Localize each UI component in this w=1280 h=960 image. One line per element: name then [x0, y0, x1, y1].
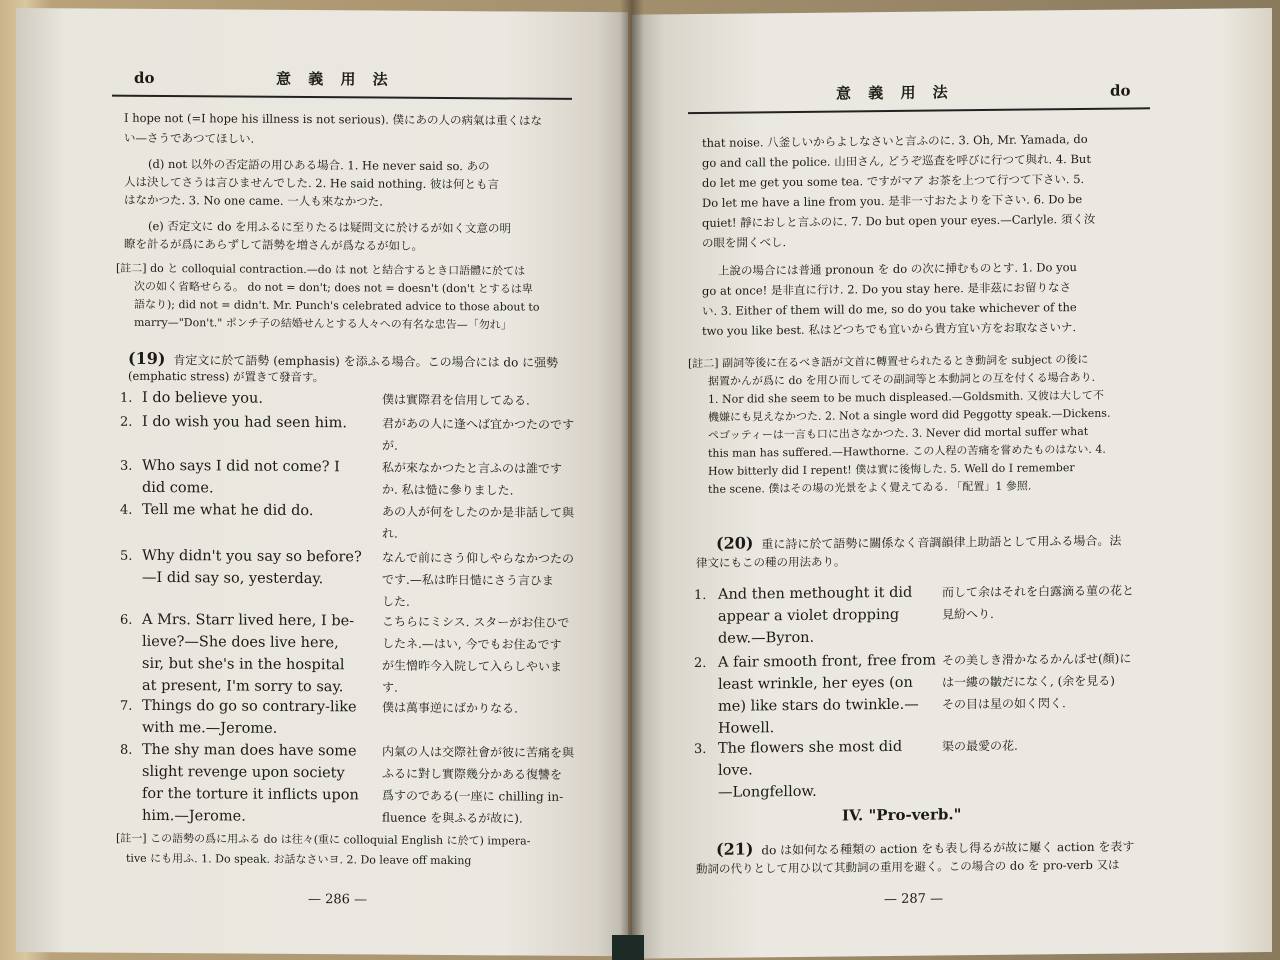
right-header-title: 意 義 用 法: [836, 83, 954, 103]
right-note2-line-8: the scene. 僕はその場の光景をよく覺えてゐる. 「配置」1 參照.: [708, 479, 1032, 496]
section-19-text: 肯定文に於て語勢 (emphasis) を添ふる場合。この場合には do に强勢: [173, 353, 559, 370]
example-english: I do believe you.: [142, 389, 263, 407]
right-note2-line-1: [註二] 副詞等後に在るべき語が文首に轉置せられたるとき動詞を subject の後に: [688, 352, 1089, 371]
left-note1-line-1: [註一] この語勢の爲に用ふる do は往々(重に colloquial English に於て) impera-: [116, 831, 531, 848]
right-line-2: go and call the police. 山田さん, どうぞ巡査を呼びに行つて與れ. 4. But: [702, 151, 1091, 170]
example-japanese: 私が來なかつたと言ふのは誰です か. 私は慥に參りました.: [382, 460, 563, 498]
right-para-line-2: go at once! 是非直に行け. 2. Do you stay here. 是非茲にお留りなさ: [702, 280, 1072, 298]
left-page: [16, 8, 628, 956]
left-line-4: 人は決してさうは言ひませんでした. 2. He said nothing. 彼は何とも言: [124, 174, 499, 192]
example-english: A Mrs. Starr lived here, I be- lieve?—She does live here, sir, but she's in the hospital at present, I'm sorry to say.: [142, 611, 355, 696]
right-line-1: that noise. 八釜しいからよしなさいと言ふのに. 3. Oh, Mr. Yamada, do: [702, 131, 1088, 150]
example-number: 1.: [694, 587, 707, 604]
example-japanese: 渠の最愛の花.: [942, 738, 1018, 754]
right-header-rule: [688, 107, 1150, 114]
example-japanese: 而して余はそれを白露滴る菫の花と 見紛へり.: [942, 583, 1135, 622]
right-line-6: の眼を開くべし.: [702, 235, 787, 250]
example-japanese: あの人が何をしたのか是非話して與 れ.: [382, 504, 575, 541]
left-header-title: 意 義 用 法: [276, 69, 394, 89]
example-japanese: 僕は萬事逆にばかりなる.: [382, 700, 518, 716]
example-english: Why didn't you say so before? —I did say so, yesterday.: [142, 547, 362, 588]
left-line-3: (d) not 以外の否定語の用ひある場合. 1. He never said so. あの: [148, 156, 490, 174]
section-20-heading: [716, 530, 1121, 553]
right-para-line-4: two you like best. 私はどつちでも宜いから貴方宜い方をお取なさいナ.: [702, 320, 1077, 338]
right-header-word: do: [1110, 81, 1131, 100]
right-line-4: Do let me have a line from you. 是非一寸おたよりを下さい. 6. Do be: [702, 191, 1083, 210]
example-number: 2.: [694, 655, 707, 672]
left-header-rule: [112, 95, 572, 100]
example-japanese: 僕は實際君を信用してゐる.: [382, 392, 530, 408]
left-line-7: 瞭を計るが爲にあらずして語勢を増さんが爲なるが如し。: [124, 236, 423, 253]
left-header-word: do: [134, 68, 155, 87]
left-line-5: はなかつた. 3. No one came. 一人も來なかつた.: [124, 192, 383, 209]
example-japanese: その美しき滑かなるかんばせ(顏)に は一縷の皺だになく, (余を見る) その目は星の如く閃く.: [942, 651, 1132, 712]
section-19-text-2: (emphatic stress) が置きて發音す。: [128, 368, 325, 385]
section-20-number: (20): [716, 533, 754, 553]
section-20-text: 重に詩に於て語勢に關係なく音調韻律上助語として用ふる場合。法: [761, 533, 1122, 552]
left-line-1: I hope not (=I hope his illness is not serious). 僕にあの人の病氣は重くはな: [124, 110, 543, 128]
left-page-number: — 286 —: [308, 892, 368, 908]
example-english: Things do go so contrary-like with me.—Jerome.: [142, 697, 357, 737]
right-para-line-1: 上說の場合には普通 pronoun を do の次に挿むものとす. 1. Do you: [718, 260, 1077, 278]
example-english: And then methought it did appear a violet dropping dew.—Byron.: [718, 584, 913, 647]
example-number: 5.: [120, 548, 133, 564]
example-japanese: なんで前にさう仰しやらなかつたの です.—私は昨日慥にさう言ひま した.: [382, 550, 575, 609]
right-page-number: — 287 —: [884, 891, 944, 908]
example-english: The flowers she most did love. —Longfellow.: [718, 738, 903, 801]
right-note2-line-4: 機嫌にも見えなかつた. 2. Not a single word did Peggotty speak.—Dickens.: [708, 406, 1111, 424]
example-number: 3.: [120, 458, 133, 474]
right-note2-line-5: ペゴッティーは一言も口に出さなかつた. 3. Never did mortal suffer what: [708, 424, 1089, 442]
right-line-3: do let me get you some tea. ですがマア お茶を上つて行つて下さい. 5.: [702, 171, 1085, 190]
example-number: 7.: [120, 698, 133, 714]
section-21-text-2: 動詞の代りとして用ひ以て其動詞の重用を避く。この場合の do を pro-verb 又は: [696, 857, 1120, 877]
book-spine: [612, 935, 644, 960]
right-line-5: quiet! 靜におしと言ふのに. 7. Do but open your eyes.—Carlyle. 須く汝: [702, 211, 1096, 230]
right-page: [632, 8, 1272, 959]
left-note2-line-2: 次の如く省略せらる。 do not = don't; does not = doesn't (don't とするは卑: [134, 279, 533, 296]
example-japanese: 内氣の人は交際社會が彼に苦痛を與 ふるに對し實際幾分かある復讐を 爲すのである(一座に chilling in- fluence を與ふるが故に).: [382, 744, 575, 826]
section-21-text: do は如何なる種類の action をも表し得るが故に屢く action を表す: [761, 839, 1135, 858]
example-japanese: 君があの人に逢へば宜かつたのです が.: [382, 416, 575, 453]
right-note2-line-3: 1. Nor did she seem to be much displeased.—Goldsmith. 又彼は大して不: [708, 388, 1104, 406]
right-note2-line-6: this man has suffered.—Hawthorne. この人程の苦痛を嘗めたものはない. 4.: [708, 442, 1106, 460]
example-number: 1.: [120, 390, 133, 406]
left-note1-line-2: tive にも用ふ. 1. Do speak. お話なさいヨ. 2. Do leave off making: [126, 851, 472, 868]
section-21-number: (21): [716, 839, 754, 859]
example-number: 6.: [120, 612, 133, 628]
example-english: Tell me what he did do.: [142, 501, 314, 520]
example-number: 8.: [120, 742, 133, 758]
right-note2-line-7: How bitterly did I repent! 僕は實に後悔した. 5. Well do I remember: [708, 461, 1075, 478]
left-note2-line-4: marry—"Don't." ポンチ子の結婚せんとする人々への有名な忠告—「勿れ」: [134, 315, 512, 332]
right-para-line-3: い. 3. Either of them will do me, so do you take whichever of the: [702, 300, 1077, 318]
heading-pro-verb: IV. "Pro-verb.": [842, 805, 962, 825]
example-english: I do wish you had seen him.: [142, 413, 348, 432]
section-19-number: (19): [128, 348, 166, 369]
example-number: 3.: [694, 741, 707, 758]
left-line-6: (e) 否定文に do を用ふるに至りたるは疑問文に於けるが如く文意の明: [148, 218, 512, 236]
example-english: The shy man does have some slight revenge upon society for the torture it inflicts upon him.—Jerome.: [142, 741, 359, 825]
example-number: 2.: [120, 414, 133, 430]
book-gutter: [620, 0, 644, 960]
left-line-2: い—さうであつてほしい.: [124, 130, 255, 146]
right-note2-line-2: 据置かんが爲に do を用ひ而してその副詞等と本動詞との互を付くる場合あり.: [708, 370, 1096, 388]
example-japanese: こちらにミシス. スターがお住ひで したネ.—はい, 今でもお住ゐです が生憎昨今入院して入らしやいま す.: [382, 614, 570, 695]
left-note2-line-1: [註二] do と colloquial contraction.—do は not と結合するとき口語體に於ては: [116, 261, 526, 278]
example-number: 4.: [120, 502, 133, 518]
section-20-text-2: 律文にもこの種の用法あり。: [696, 554, 846, 571]
example-english: A fair smooth front, free from least wrinkle, her eyes (on me) like stars do twinkle.— Howell.: [718, 652, 936, 737]
left-note2-line-3: 語なり); did not = didn't. Mr. Punch's celebrated advice to those about to: [134, 297, 540, 314]
example-english: Who says I did not come? I did come.: [142, 457, 340, 497]
